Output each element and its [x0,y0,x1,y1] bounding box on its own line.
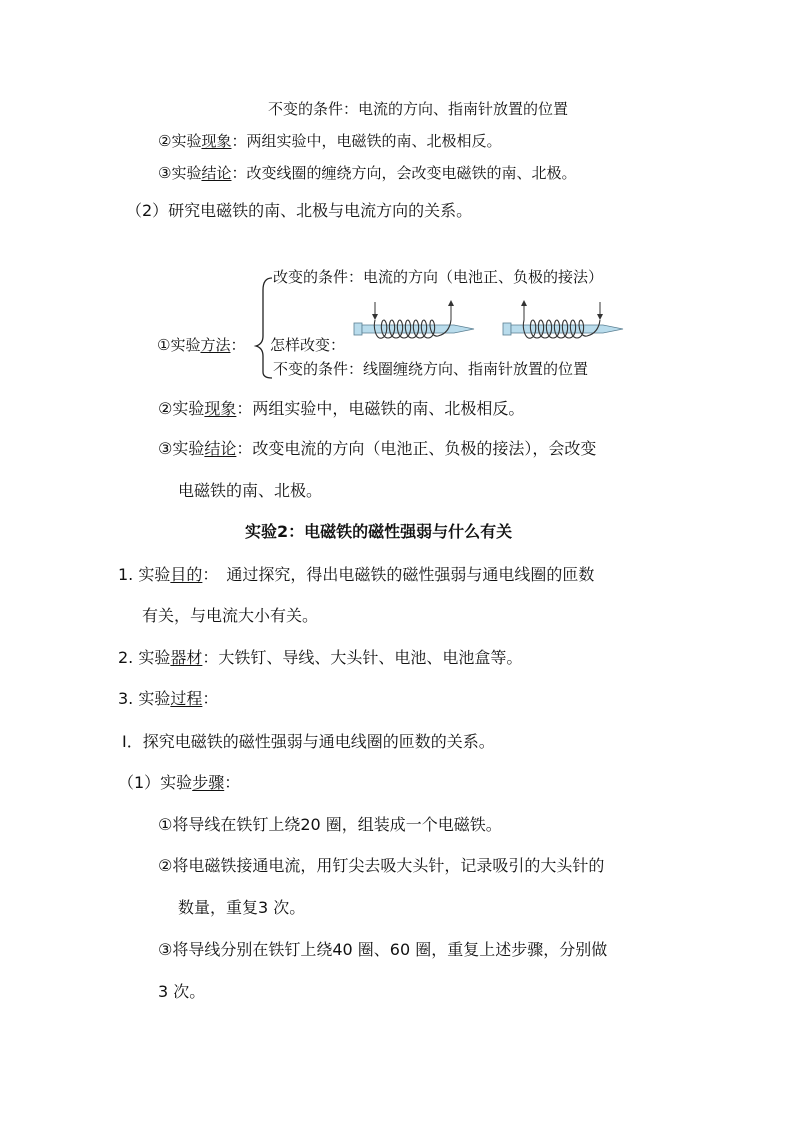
steps-num: （1）实验 [118,773,193,792]
materials-num: 2. 实验 [118,648,171,667]
part1-heading: Ⅰ．探究电磁铁的磁性强弱与通电线圈的匝数的关系。 [122,732,495,751]
steps-keyword: 步骤 [192,773,225,792]
phenomenon-num: ②实验 [158,132,202,150]
phenomenon-keyword-2: 现象 [204,399,237,418]
electromagnet-diagram-1 [354,298,484,348]
unchanged-conditions-line-2: 不变的条件：线圈缠绕方向、指南针放置的位置 [273,360,589,378]
process-num: 3. 实验 [118,689,171,708]
conclusion-num-2: ③实验 [158,439,205,458]
step-2-cont: 数量，重复3 次。 [178,898,306,917]
steps-heading [118,775,240,791]
steps-colon: ： [224,773,241,792]
materials-keyword: 器材 [170,648,203,667]
experiment2-title: 实验2：电磁铁的磁性强弱与什么有关 [245,522,513,541]
conclusion-num: ③实验 [158,164,202,182]
step-1: ①将导线在铁钉上绕20 圈，组装成一个电磁铁。 [158,815,502,834]
phenomenon-text-2: ：两组实验中，电磁铁的南、北极相反。 [236,399,525,418]
conclusion-line-2 [158,441,596,457]
phenomenon-text: ：两组实验中，电磁铁的南、北极相反。 [231,132,502,150]
step-2: ②将电磁铁接通电流，用钉尖去吸大头针，记录吸引的大头针的 [158,856,605,875]
method-num: ①实验 [157,336,201,354]
purpose-keyword: 目的 [170,565,203,584]
conclusion-text: ：改变线圈的缠绕方向，会改变电磁铁的南、北极。 [231,164,577,182]
phenomenon-line-1 [158,134,501,149]
conclusion-line-1 [158,166,576,181]
conclusion-keyword-2: 结论 [204,439,237,458]
process-keyword: 过程 [170,689,203,708]
purpose-num: 1. 实验 [118,565,171,584]
unchanged-conditions-line: 不变的条件：电流的方向、指南针放置的位置 [268,100,569,118]
materials-line [118,650,522,666]
process-line [118,691,218,707]
materials-text: ：大铁钉、导线、大头针、电池、电池盒等。 [202,648,523,667]
conclusion-text-2a: ：改变电流的方向（电池正、负极的接法），会改变 [236,439,597,458]
method-colon: ： [230,336,246,354]
section2-heading: （2）研究电磁铁的南、北极与电流方向的关系。 [126,201,473,220]
purpose-line-cont: 有关，与电流大小有关。 [142,606,319,625]
phenomenon-keyword: 现象 [201,132,232,150]
method-keyword: 方法 [200,336,231,354]
process-colon: ： [202,689,219,708]
how-change-line: 怎样改变： [270,336,346,354]
step-3: ③将导线分别在铁钉上绕40 圈、60 圈，重复上述步骤，分别做 [158,940,608,959]
conclusion-keyword: 结论 [201,164,232,182]
purpose-line [118,567,594,583]
phenomenon-line-2 [158,401,524,417]
conclusion-line-2-cont: 电磁铁的南、北极。 [178,481,323,500]
electromagnet-diagram-2 [503,298,633,348]
method-line [157,338,245,353]
phenomenon-num-2: ②实验 [158,399,205,418]
purpose-text: ： 通过探究，得出电磁铁的磁性强弱与通电线圈的匝数 [202,565,595,584]
step-3-cont: 3 次。 [158,982,206,1001]
changed-conditions-line: 改变的条件：电流的方向（电池正、负极的接法） [273,268,604,286]
